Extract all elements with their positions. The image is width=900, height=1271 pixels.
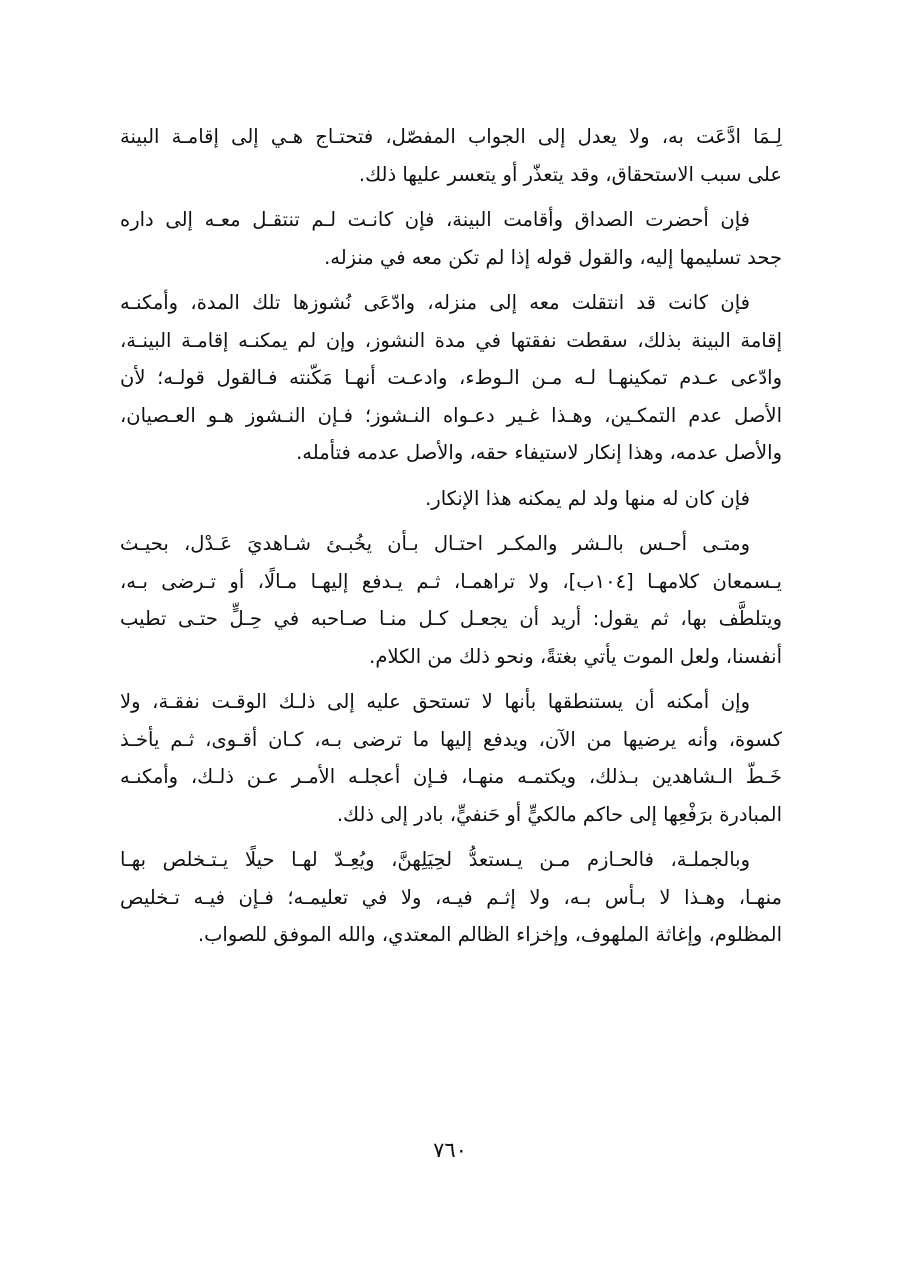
paragraph bbox=[120, 201, 782, 276]
text-line: ومتـى أحـس بالـشر والمكـر احتـال بـأن يخُبـئ شـاهديَ عَـدْل، بحيـث bbox=[120, 532, 750, 555]
text-line: والأصل عدمه، وهذا إنكار لاستيفاء حقه، والأصل عدمه فتأمله. bbox=[296, 441, 782, 464]
text-line: خَـطّ الـشاهدين بـذلك، ويكتمـه منهـا، فـإن أعجلـه الأمـر عـن ذلـك، وأمكنـه bbox=[120, 765, 782, 788]
text-line: فإن أحضرت الصداق وأقامت البينة، فإن كانـت لـم تنتقـل معـه إلى داره bbox=[120, 208, 750, 231]
text-line: كسوة، وأنه يرضيها من الآن، ويدفع إليها ما ترضى بـه، كـان أقـوى، ثـم يأخـذ bbox=[120, 727, 782, 751]
text-line: لِـمَا ادَّعَت به، ولا يعدل إلى الجواب المفصّل، فتحتـاج هـي إلى إقامـة البينة bbox=[120, 125, 782, 148]
text-line: جحد تسليمها إليه، والقول قوله إذا لم تكن معه في منزله. bbox=[324, 245, 782, 269]
text-line: ويتلطَّف بها، ثم يقول: أريد أن يجعـل كـل منـا صـاحبه في حِـلٍّ حتـى تطيب bbox=[120, 607, 782, 630]
text-line: إقامة البينة بذلك، سقطت نفقتها في مدة النشوز، وإن لم يمكنـه إقامـة البينـة، bbox=[120, 328, 782, 352]
text-line: وادّعى عـدم تمكينهـا لـه مـن الـوطء، وادعـت أنهـا مَكّنته فـالقول قولـه؛ لأن bbox=[120, 366, 782, 389]
text-line: منهـا، وهـذا لا بـأس بـه، ولا إثـم فيـه، ولا في تعليمـه؛ فـإن فيـه تـخليص bbox=[120, 885, 782, 909]
paragraph bbox=[120, 480, 782, 518]
paragraph bbox=[120, 841, 782, 954]
text-line: الأصل عدم التمكـين، وهـذا غـير دعـواه النـشوز؛ فـإن النـشوز هـو العـصيان، bbox=[120, 403, 782, 427]
paragraph bbox=[120, 118, 782, 193]
text-line: فإن كانت قد انتقلت معه إلى منزله، وادّعَى نُشوزها تلك المدة، وأمكنـه bbox=[120, 291, 750, 314]
text-line: يـسمعان كلامهـا [١٠٤ب]، ولا تراهمـا، ثـم يـدفع إليهـا مـالًا، أو تـرضى بـه، bbox=[120, 569, 782, 593]
text-line: على سبب الاستحقاق، وقد يتعذّر أو يتعسر عليها ذلك. bbox=[358, 162, 782, 186]
text-line: المبادرة برَفْعِها إلى حاكم مالكيٍّ أو حَنفيٍّ، بادر إلى ذلك. bbox=[336, 802, 782, 826]
paragraph bbox=[120, 683, 782, 833]
text-line: فإن كان له منها ولد لم يمكنه هذا الإنكار. bbox=[425, 486, 750, 510]
text-line: وبالجملـة، فالحـازم مـن يـستعدُّ لحِيَلِهنَّ، ويُعِـدّ لهـا حيلًا يـتـخلص بهـا bbox=[120, 848, 750, 871]
text-line: المظلوم، وإغاثة الملهوف، وإخزاء الظالم المعتدي، والله الموفق للصواب. bbox=[197, 923, 782, 946]
paragraph bbox=[120, 525, 782, 675]
text-line: وإن أمكنه أن يستنطقها بأنها لا تستحق عليه إلى ذلـك الوقـت نفقـة، ولا bbox=[120, 690, 750, 713]
page-body bbox=[120, 118, 782, 962]
text-line: أنفسنا، ولعل الموت يأتي بغتةً، ونحو ذلك من الكلام. bbox=[369, 644, 782, 668]
page-number: ٧٦٠ bbox=[433, 1138, 467, 1162]
paragraph bbox=[120, 284, 782, 472]
